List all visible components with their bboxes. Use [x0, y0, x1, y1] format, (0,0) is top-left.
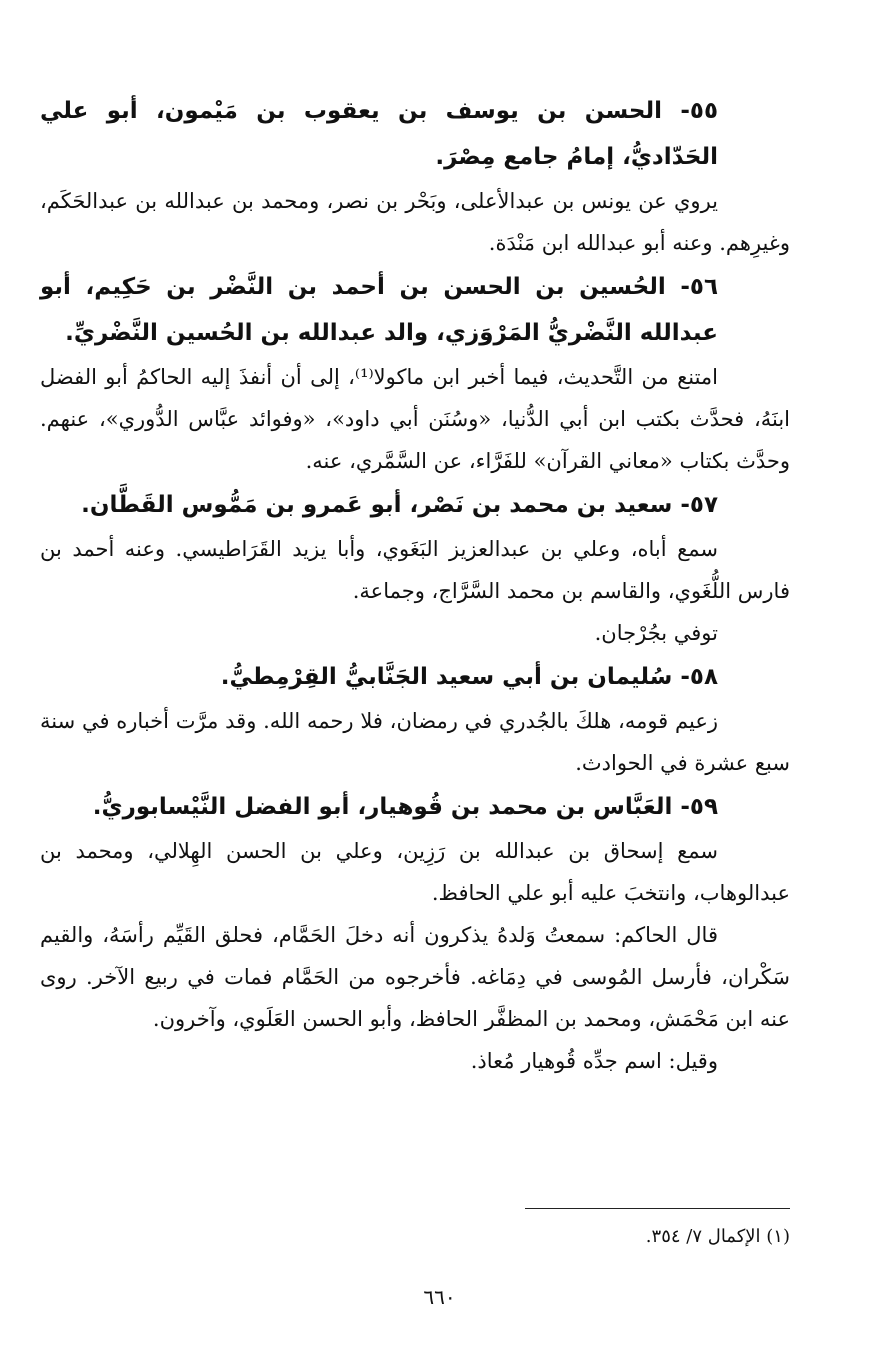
entry-paragraph: يروي عن يونس بن عبدالأعلى، وبَحْر بن نصر، ومحمد بن عبدالله بن عبدالحَكَم، وغيرِهم. وعنه أبو عبدالله ابن مَنْدَة.: [40, 189, 790, 255]
page-number: ٦٦٠: [423, 1285, 456, 1309]
entry-paragraph: سمع أباه، وعلي بن عبدالعزيز البَغَوي، وأبا يزيد القَرَاطيسي. وعنه أحمد بن فارس اللُّغَوي، والقاسم بن محمد السَّرَّاج، وجماعة.: [40, 537, 790, 603]
page-body: [40, 88, 790, 1082]
footnote-divider: [525, 1208, 790, 1209]
entry-paragraph: زعيم قومه، هلكَ بالجُدري في رمضان، فلا رحمه الله. وقد مرَّت أخباره في سنة سبع عشرة في الحوادث.: [40, 709, 790, 775]
entry-title: ٥٨- سُليمان بن أبي سعيد الجَنَّابيُّ القِرْمِطيُّ.: [220, 664, 718, 690]
entry-title: ٥٥- الحسن بن يوسف بن يعقوب بن مَيْمون، أبو علي الحَدّاديُّ، إمامُ جامع مِصْرَ.: [40, 98, 718, 170]
entry-paragraph: قال الحاكم: سمعتُ وَلدهُ يذكرون أنه دخلَ الحَمَّام، فحلق القَيِّم رأسَهُ، والقيم سَكْران، فأرسل المُوسى في دِمَاغه. فأخرجوه من الحَمَّام فمات في ربيع الآخر. روى عنه ابن مَحْمَش، ومحمد بن المظفَّر الحافظ، وأبو الحسن العَلَوي، وآخرون.: [40, 923, 790, 1031]
entry-paragraph: وقيل: اسم جدِّه قُوهيار مُعاذ.: [470, 1049, 718, 1073]
entry-title: ٥٦- الحُسين بن الحسن بن أحمد بن النَّضْر بن حَكِيم، أبو عبدالله النَّضْريُّ المَرْوَزي، والد عبدالله بن الحُسين النَّضْريِّ.: [40, 274, 718, 346]
entry-paragraph: سمع إسحاق بن عبدالله بن رَزِين، وعلي بن الحسن الهِلالي، ومحمد بن عبدالوهاب، وانتخبَ عليه أبو علي الحافظ.: [40, 839, 790, 905]
entry-paragraph: توفي بجُرْجان.: [594, 621, 718, 645]
footnote: (١) الإكمال ٧/ ٣٥٤.: [645, 1226, 790, 1247]
entry-title: ٥٩- العَبَّاس بن محمد بن قُوهيار، أبو الفضل النَّيْسابوريُّ.: [92, 794, 718, 820]
entry-title: ٥٧- سعيد بن محمد بن نَصْر، أبو عَمرو بن مَمُّوس القَطَّان.: [81, 492, 718, 518]
entry-paragraph: امتنع من التَّحديث، فيما أخبر ابن ماكولا⁽¹⁾، إلى أن أنفذَ إليه الحاكمُ أبو الفضل ابنَهُ، فحدَّث بكتب ابن أبي الدُّنيا، «وسُنَن أبي داود»، «وفوائد عبَّاس الدُّوري»، عنهم. وحدَّث بكتاب «معاني القرآن» للفَرَّاء، عن السَّمَّري، عنه.: [40, 365, 790, 473]
